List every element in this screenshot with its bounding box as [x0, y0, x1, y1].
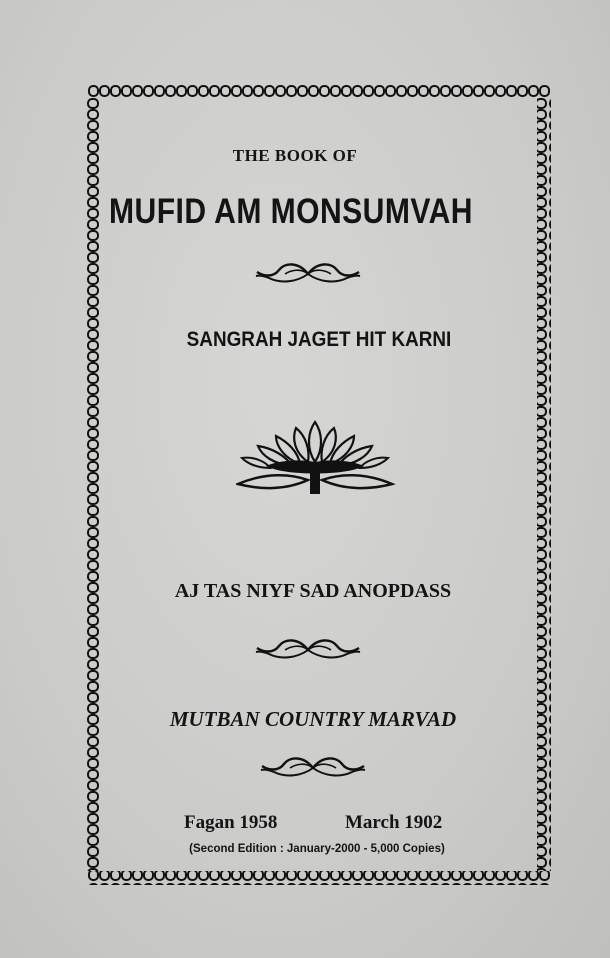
- book-title: MUFID AM MONSUMVAH: [109, 192, 473, 231]
- edition-note: (Second Edition : January-2000 - 5,000 Copies): [189, 843, 445, 855]
- flourish-divider-icon: [260, 752, 366, 784]
- lotus-icon: [236, 418, 396, 498]
- author-line: AJ TAS NIYF SAD ANOPDASS: [174, 580, 452, 602]
- book-subtitle: SANGRAH JAGET HIT KARNI: [186, 328, 452, 351]
- place-line: MUTBAN COUNTRY MARVAD: [169, 707, 457, 731]
- date-right: March 1902: [345, 812, 443, 833]
- header-line: THE BOOK OF: [232, 146, 358, 165]
- flourish-divider-icon: [255, 258, 361, 290]
- flourish-divider-icon: [255, 634, 361, 666]
- date-left: Fagan 1958: [184, 812, 278, 833]
